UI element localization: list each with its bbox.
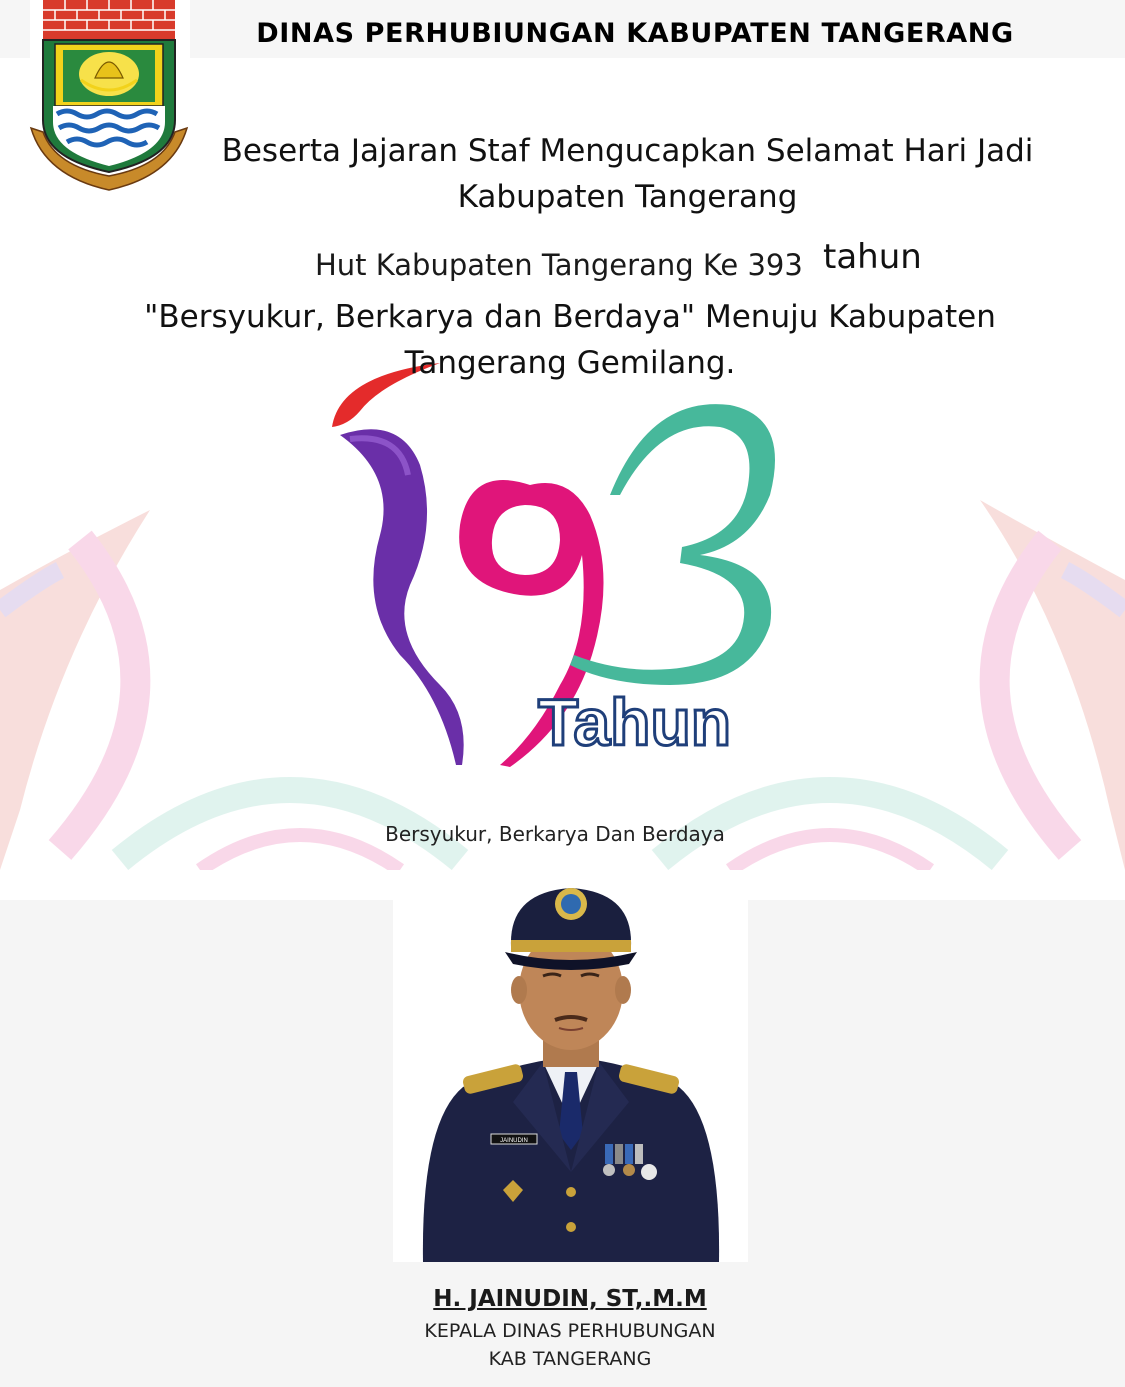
official-name: H. JAINUDIN, ST,.M.M <box>433 1286 707 1312</box>
anniversary-suffix: tahun <box>823 237 922 277</box>
page-title: DINAS PERHUBIUNGAN KABUPATEN TANGERANG <box>256 18 1014 49</box>
theme-line-2: Tangerang Gemilang. <box>404 345 736 381</box>
greeting-line-1: Beserta Jajaran Staf Mengucapkan Selamat Hari Jadi <box>221 133 1034 169</box>
greeting-text <box>180 128 1075 220</box>
logo-tagline: Bersyukur, Berkarya Dan Berdaya <box>385 822 725 846</box>
uniform-name-tag: JAINUDIN <box>500 1138 528 1144</box>
theme-line-1: "Bersyukur, Berkarya dan Berdaya" Menuju Kabupaten <box>144 299 996 335</box>
anniversary-label: Hut Kabupaten Tangerang Ke 393 <box>315 248 803 282</box>
regency-crest-icon <box>25 0 193 192</box>
greeting-line-2: Kabupaten Tangerang <box>457 179 798 215</box>
official-position-line-2: KAB TANGERANG <box>488 1348 652 1370</box>
official-portrait <box>393 872 748 1262</box>
anniversary-393-logo <box>320 355 800 775</box>
theme-text <box>120 294 1020 386</box>
logo-tahun-word: Tahun <box>538 685 732 759</box>
official-position-line-1: KEPALA DINAS PERHUBUNGAN <box>424 1320 716 1342</box>
